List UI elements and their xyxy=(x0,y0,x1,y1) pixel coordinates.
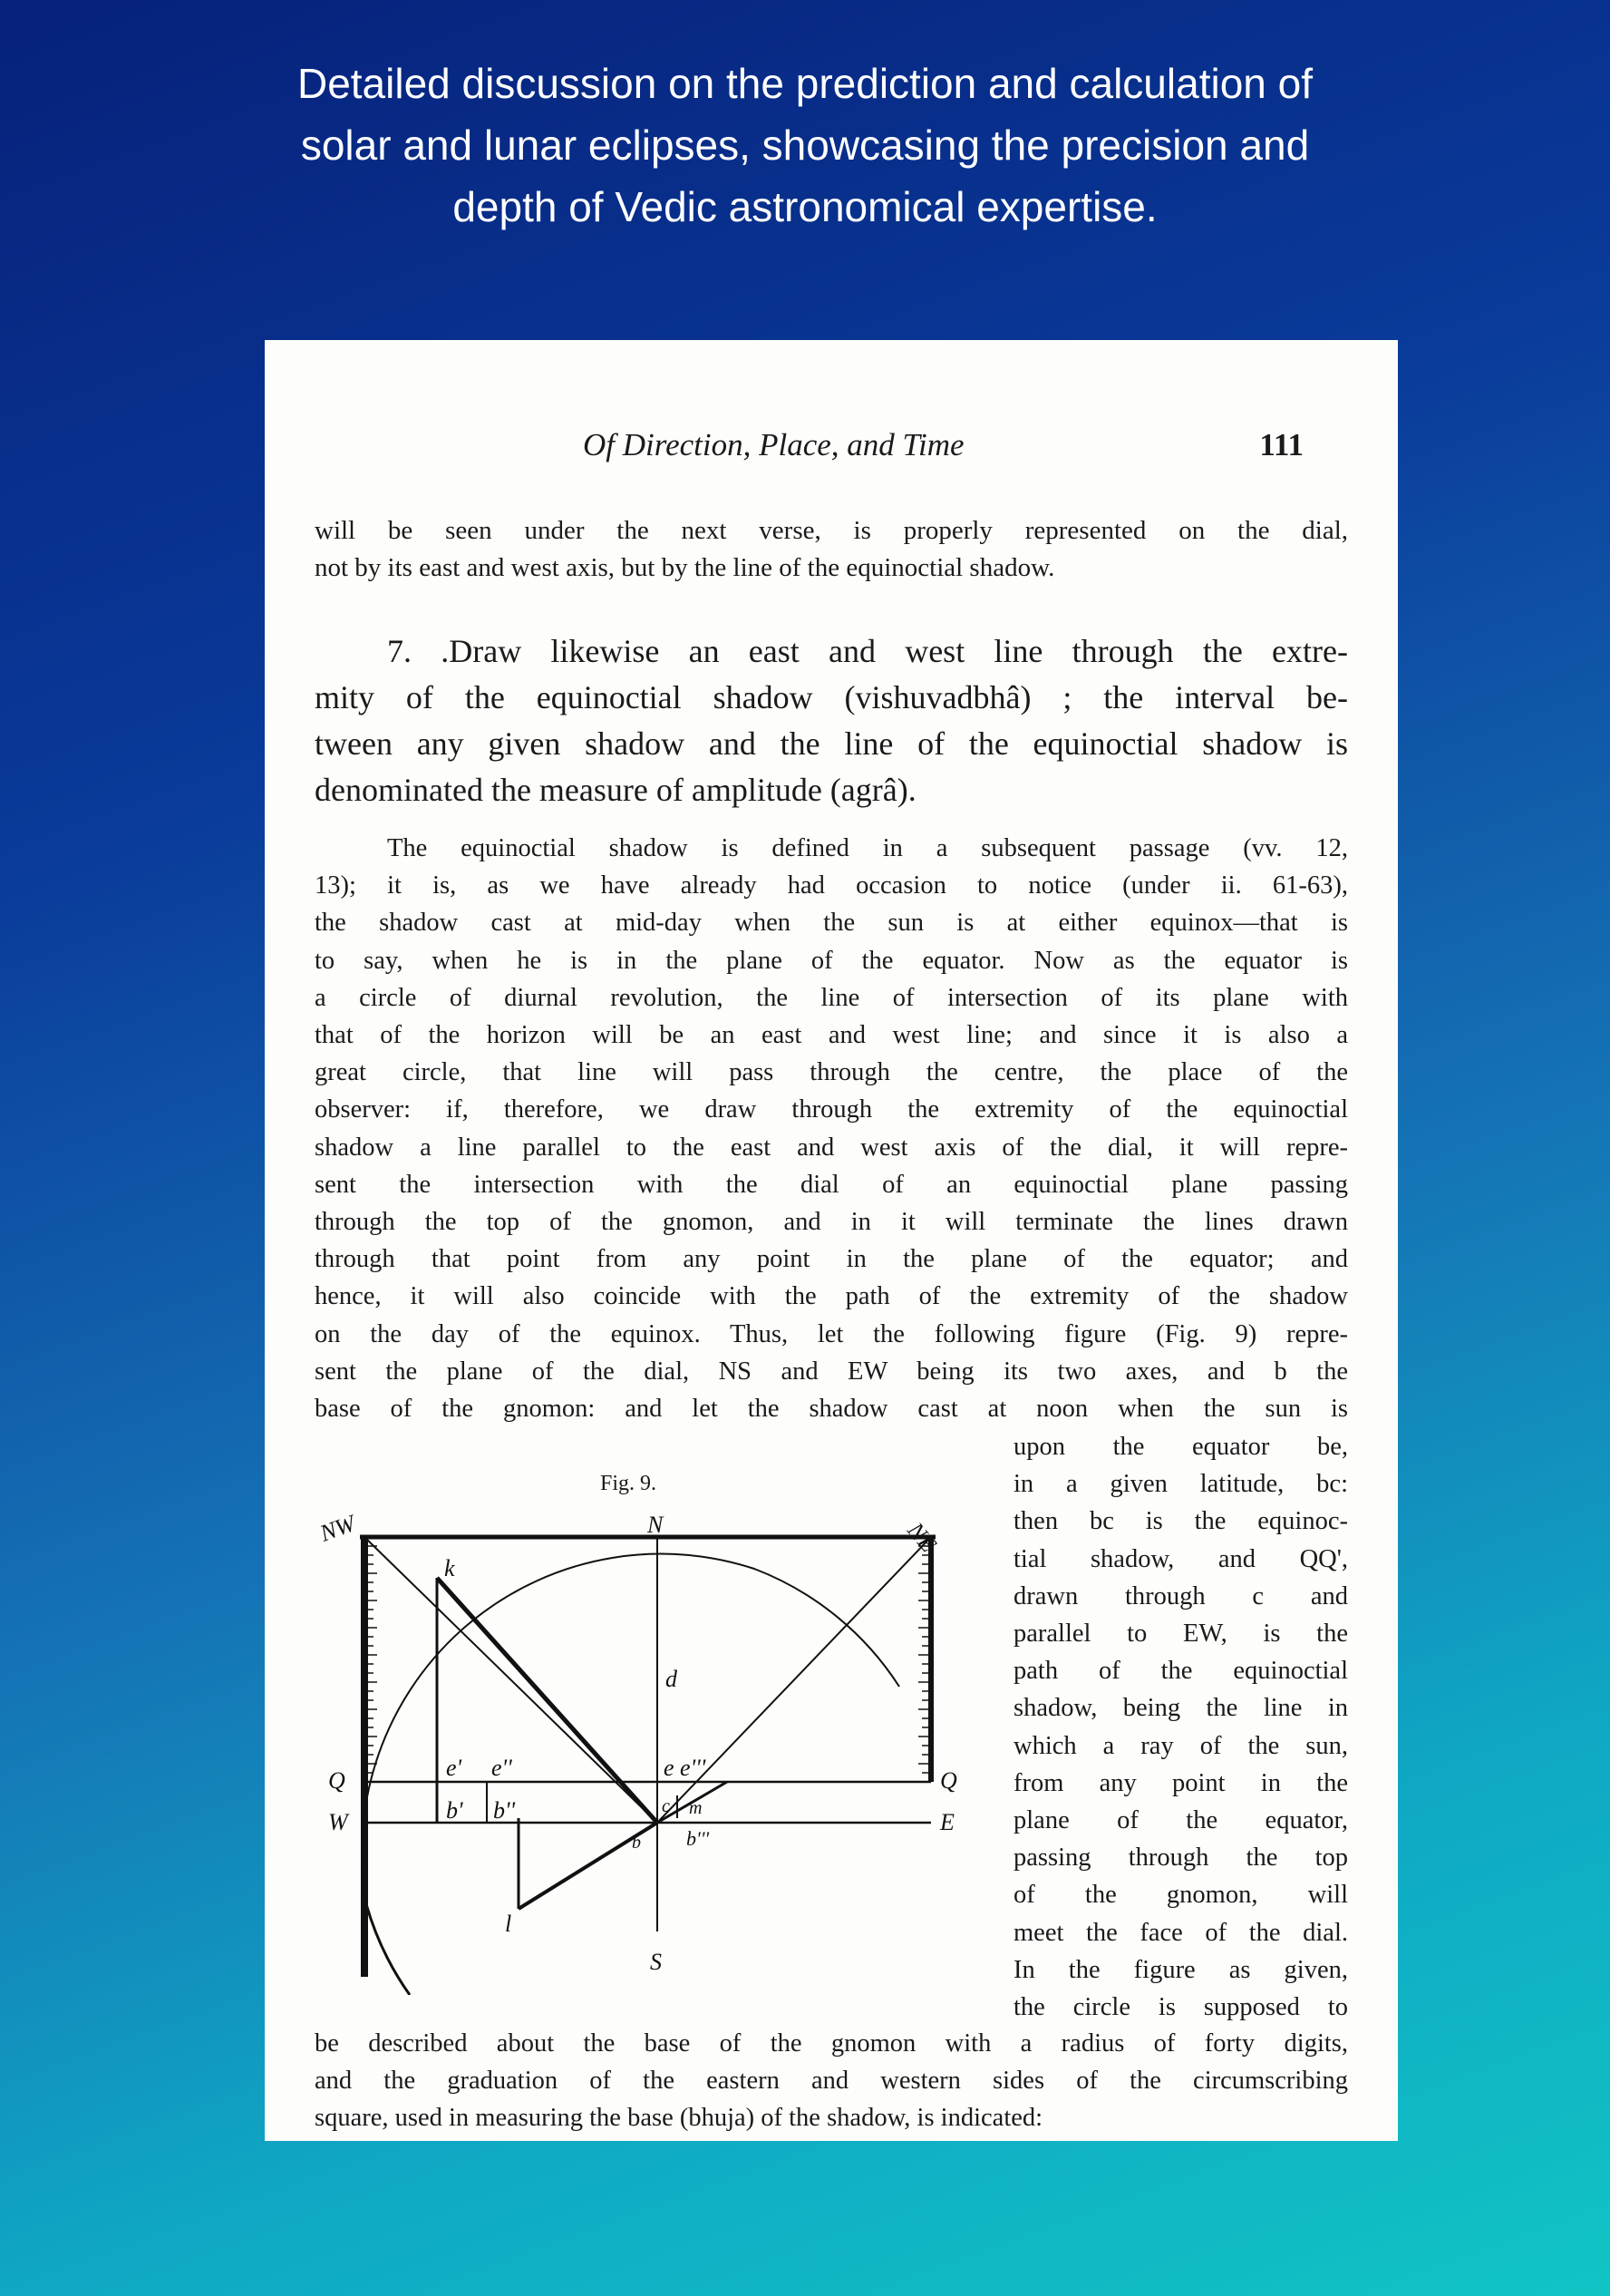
commentary-text xyxy=(315,830,1348,1427)
label-e3: e e''' xyxy=(664,1755,706,1781)
image-caption xyxy=(0,53,1610,238)
text-line: the shadow cast at mid-day when the sun is at either equinox—that is xyxy=(315,909,1348,938)
text-line: plane of the equator, xyxy=(1014,1806,1348,1835)
text-line: 7. .Draw likewise an east and west line through the extre- xyxy=(387,633,1348,669)
text-line: shadow, being the line in xyxy=(1014,1694,1348,1723)
text-line: the circle is supposed to xyxy=(1014,1993,1348,2022)
text-line: denominated the measure of amplitude (agrâ). xyxy=(315,772,917,808)
running-title: Of Direction, Place, and Time xyxy=(583,427,965,462)
text-line: drawn through c and xyxy=(1014,1581,1348,1610)
label-e2: e'' xyxy=(491,1755,512,1781)
text-line: sent the intersection with the dial of an equinoctial plane passing xyxy=(315,1170,1348,1199)
right-column-text xyxy=(1014,1428,1348,2026)
text-line: which a ray of the sun, xyxy=(1014,1731,1348,1760)
label-c: c xyxy=(662,1796,670,1816)
text-line: In the figure as given, xyxy=(1014,1955,1348,1984)
label-e: E xyxy=(940,1809,955,1835)
text-line: in a given latitude, bc: xyxy=(1014,1470,1348,1499)
text-line: from any point in the xyxy=(1014,1768,1348,1797)
figure-caption: Fig. 9. xyxy=(600,1472,657,1495)
label-n: N xyxy=(647,1512,664,1538)
page-header xyxy=(265,427,1398,472)
label-m: m xyxy=(689,1798,703,1818)
text-line: meet the face of the dial. xyxy=(1014,1918,1348,1947)
label-b1: b' xyxy=(446,1797,463,1824)
text-line: and the graduation of the eastern and western sides of the circumscribing xyxy=(315,2067,1348,2096)
text-line: parallel to EW, is the xyxy=(1014,1620,1348,1649)
label-b2: b'' xyxy=(493,1797,516,1824)
verse-text xyxy=(315,628,1348,813)
label-b0: b xyxy=(632,1833,641,1853)
fig-9-diagram xyxy=(301,1505,1008,1995)
text-line: on the day of the equinox. Thus, let the following figure (Fig. 9) repre- xyxy=(315,1319,1348,1348)
label-b3: b''' xyxy=(686,1827,710,1850)
label-w: W xyxy=(328,1809,348,1835)
text-line: will be seen under the next verse, is properly represented on the dial, xyxy=(315,516,1348,545)
text-line: great circle, that line will pass through the centre, the place of the xyxy=(315,1058,1348,1087)
text-line: mity of the equinoctial shadow (vishuvadbhâ) ; the interval be- xyxy=(315,679,1348,715)
text-line: hence, it will also coincide with the path of the extremity of the shadow xyxy=(315,1282,1348,1311)
label-e1: e' xyxy=(446,1755,462,1781)
text-line: shadow a line parallel to the east and west axis of the dial, it will repre- xyxy=(315,1133,1348,1162)
text-line: 13); it is, as we have already had occasion to notice (under ii. 61-63), xyxy=(315,871,1348,900)
text-line: through that point from any point in the plane of the equator; and xyxy=(315,1245,1348,1274)
label-d: d xyxy=(665,1666,677,1692)
label-ne: NE xyxy=(902,1517,942,1558)
caption-line: depth of Vedic astronomical expertise. xyxy=(452,183,1158,230)
text-line: through the top of the gnomon, and in it will terminate the lines drawn xyxy=(315,1208,1348,1237)
label-nw: NW xyxy=(316,1510,359,1547)
shadow-line-k xyxy=(437,1578,657,1823)
text-line: path of the equinoctial xyxy=(1014,1657,1348,1686)
text-line: sent the plane of the dial, NS and EW being its two axes, and b the xyxy=(315,1357,1348,1386)
label-k: k xyxy=(444,1555,455,1581)
text-line: upon the equator be, xyxy=(1014,1433,1348,1461)
page-number: 111 xyxy=(1259,427,1304,462)
label-q-left: Q xyxy=(328,1767,345,1794)
text-line: of the gnomon, will xyxy=(1014,1881,1348,1910)
text-line: observer: if, therefore, we draw through the extremity of the equinoctial xyxy=(315,1095,1348,1124)
closing-text xyxy=(315,2025,1348,2137)
text-line: The equinoctial shadow is defined in a subsequent passage (vv. 12, xyxy=(387,834,1348,862)
circle-bottom-arc xyxy=(366,1904,410,1995)
book-page xyxy=(265,340,1398,2141)
forty-digit-circle xyxy=(362,1554,899,1904)
paragraph-continuation xyxy=(315,512,1348,587)
caption-line: Detailed discussion on the prediction and calculation of xyxy=(296,60,1314,107)
text-line: a circle of diurnal revolution, the line of intersection of its plane with xyxy=(315,983,1348,1012)
text-line: passing through the top xyxy=(1014,1844,1348,1873)
label-l: l xyxy=(505,1911,512,1937)
caption-line: solar and lunar eclipses, showcasing the precision and xyxy=(300,122,1310,169)
text-line: square, used in measuring the base (bhuja) of the shadow, is indicated: xyxy=(315,2104,1043,2133)
text-line: tial shadow, and QQ', xyxy=(1014,1544,1348,1573)
label-q-right: Q xyxy=(940,1767,957,1794)
text-line: be described about the base of the gnomon with a radius of forty digits, xyxy=(315,2029,1348,2058)
text-line: then bc is the equinoc- xyxy=(1014,1507,1348,1536)
label-s: S xyxy=(650,1949,662,1975)
text-line: to say, when he is in the plane of the equator. Now as the equator is xyxy=(315,946,1348,975)
text-line: that of the horizon will be an east and west line; and since it is also a xyxy=(315,1021,1348,1050)
text-line: base of the gnomon: and let the shadow cast at noon when the sun is xyxy=(315,1395,1348,1424)
text-line: tween any given shadow and the line of the equinoctial shadow is xyxy=(315,725,1348,762)
text-line: not by its east and west axis, but by the line of the equinoctial shadow. xyxy=(315,553,1055,582)
